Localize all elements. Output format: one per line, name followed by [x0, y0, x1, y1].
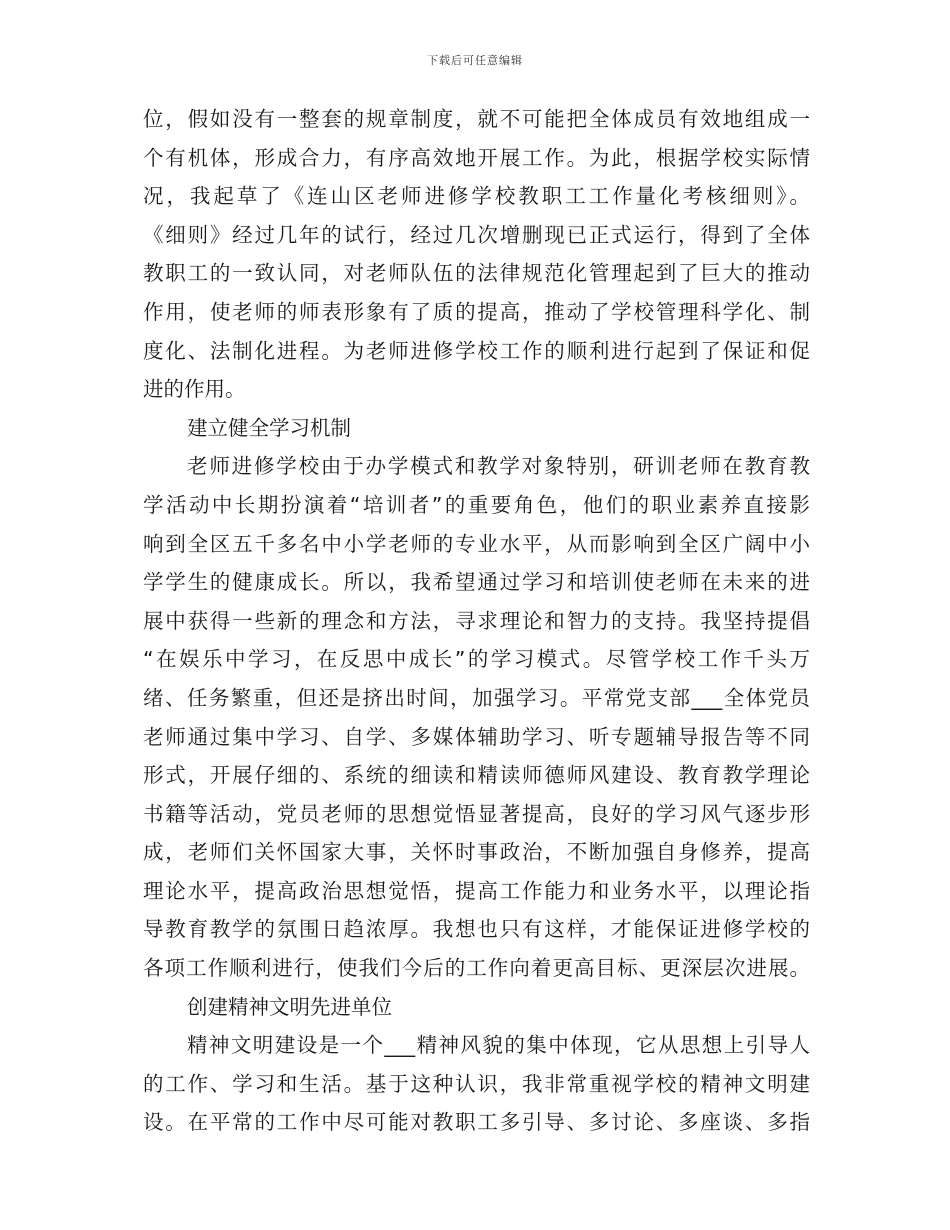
paragraph-line: 精神文明建设是一个___精神风貌的集中体现，它从思想上引导人 [187, 1033, 810, 1058]
paragraph-line: “在娱乐中学习，在反思中成长”的学习模式。尽管学校工作千头万 [143, 647, 810, 672]
paragraph-line: 成，老师们关怀国家大事，关怀时事政治，不断加强自身修养，提高 [143, 840, 810, 865]
page-header: 下载后可任意编辑 [427, 54, 523, 67]
paragraph-line: 展中获得一些新的理念和方法，寻求理论和智力的支持。我坚持提倡 [143, 608, 810, 633]
paragraph-line: 度化、法制化进程。为老师进修学校工作的顺利进行起到了保证和促 [143, 338, 810, 363]
paragraph-line: 学学生的健康成长。所以，我希望通过学习和培训使老师在未来的进 [143, 570, 810, 595]
paragraph-line: 各项工作顺利进行，使我们今后的工作向着更高目标、更深层次进展。 [143, 956, 810, 981]
paragraph-line: 况，我起草了《连山区老师进修学校教职工工作量化考核细则》。 [143, 184, 810, 209]
section-heading: 建立健全学习机制 [187, 415, 351, 440]
paragraph-line: 绪、任务繁重，但还是挤出时间，加强学习。平常党支部___全体党员 [143, 685, 810, 710]
paragraph-line: 书籍等活动，党员老师的思想觉悟显著提高，良好的学习风气逐步形 [143, 801, 810, 826]
paragraph-line: 学活动中长期扮演着“培训者”的重要角色，他们的职业素养直接影 [143, 492, 810, 517]
paragraph-line: 理论水平，提高政治思想觉悟，提高工作能力和业务水平，以理论指 [143, 878, 810, 903]
paragraph-line: 老师通过集中学习、自学、多媒体辅助学习、听专题辅导报告等不同 [143, 724, 810, 749]
paragraph-line: 形式，开展仔细的、系统的细读和精读师德师风建设、教育教学理论 [143, 763, 810, 788]
paragraph-line: 进的作用。 [143, 377, 246, 402]
paragraph-line: 教职工的一致认同，对老师队伍的法律规范化管理起到了巨大的推动 [143, 261, 810, 286]
paragraph-line: 老师进修学校由于办学模式和教学对象特别，研训老师在教育教 [187, 454, 810, 479]
section-heading: 创建精神文明先进单位 [187, 994, 392, 1019]
paragraph-line: 个有机体，形成合力，有序高效地开展工作。为此，根据学校实际情 [143, 145, 810, 170]
paragraph-line: 《细则》经过几年的试行，经过几次增删现已正式运行，得到了全体 [143, 222, 810, 247]
paragraph-line: 的工作、学习和生活。基于这种认识，我非常重视学校的精神文明建 [143, 1071, 810, 1096]
paragraph-line: 作用，使老师的师表形象有了质的提高，推动了学校管理科学化、制 [143, 299, 810, 324]
document-body [143, 100, 810, 1142]
paragraph-line: 导教育教学的氛围日趋浓厚。我想也只有这样，才能保证进修学校的 [143, 917, 810, 942]
paragraph-line: 响到全区五千多名中小学老师的专业水平，从而影响到全区广阔中小 [143, 531, 810, 556]
paragraph-line: 位，假如没有一整套的规章制度，就不可能把全体成员有效地组成一 [143, 107, 810, 131]
paragraph-line: 设。在平常的工作中尽可能对教职工多引导、多讨论、多座谈、多指 [143, 1110, 810, 1135]
